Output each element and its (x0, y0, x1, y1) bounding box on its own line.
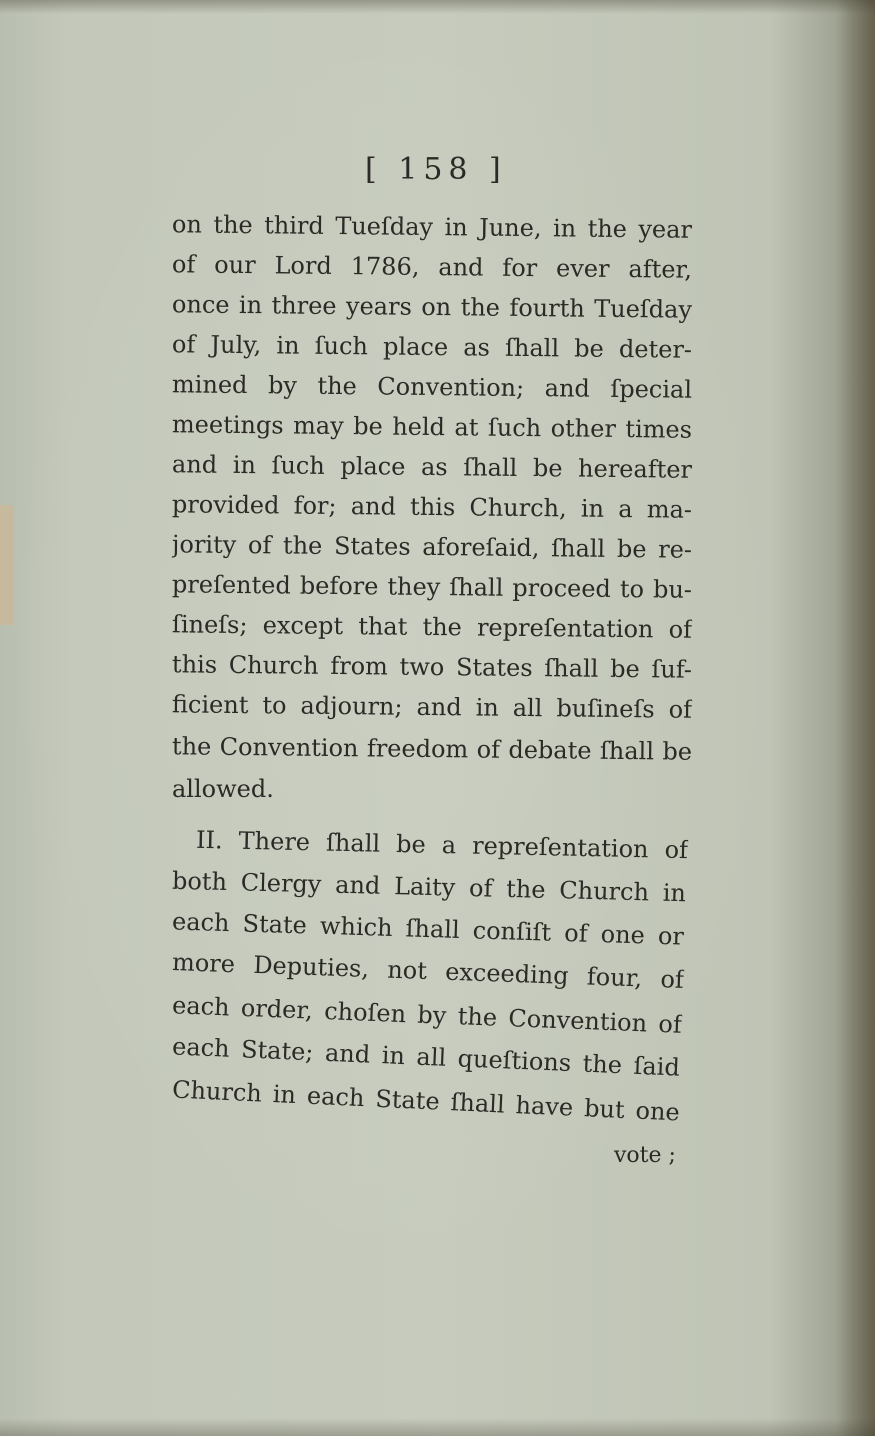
paragraph-1-line-14: the Convention freedom of debate ſhall be (171, 732, 693, 766)
page-number: [ 158 ] (365, 152, 507, 187)
paragraph-1-line-6: meetings may be held at ſuch other times (171, 410, 693, 444)
paragraph-1-line-2: of our Lord 1786, and for ever after, (171, 250, 693, 284)
paragraph-1-line-10: preſented before they ſhall proceed to bu- (171, 570, 693, 604)
paragraph-1-line-5: mined by the Convention; and ſpecial (171, 370, 693, 404)
catchword: vote ; (614, 1143, 676, 1168)
paragraph-2-line-2: both Clergy and Laity of the Church in (171, 866, 687, 908)
paragraph-1-line-11: ſineſs; except that the repreſentation of (171, 610, 693, 644)
paragraph-2-line-4: more Deputies, not exceeding four, of (171, 948, 685, 994)
paragraph-1-line-7: and in ſuch place as ſhall be hereafter (171, 450, 693, 484)
paragraph-1-line-4: of July, in ſuch place as ſhall be deter- (171, 330, 693, 364)
paragraph-1-line-12: this Church from two States ſhall be ſuf- (171, 650, 693, 684)
paper-tab (0, 505, 14, 625)
paragraph-2-line-5: each order, choſen by the Convention of (171, 991, 683, 1039)
paragraph-1-line-13: ficient to adjourn; and in all buſineſs of (171, 690, 693, 724)
paragraph-1-line-15: allowed. (172, 775, 274, 803)
paragraph-2-line-7: Church in each State ſhall have but one (171, 1075, 681, 1127)
paragraph-2-line-6: each State; and in all queſtions the ſaid (171, 1032, 681, 1082)
paragraph-1-line-1: on the third Tueſday in June, in the year (171, 210, 693, 244)
page-edge-top (0, 0, 875, 14)
paragraph-1-line-9: jority of the States aforeſaid, ſhall be re- (171, 530, 693, 564)
paragraph-1-line-8: provided for; and this Church, in a ma- (171, 490, 693, 524)
paragraph-1-line-3: once in three years on the fourth Tueſday (171, 290, 693, 324)
page-edge-right (835, 0, 875, 1436)
page-edge-bottom (0, 1418, 875, 1436)
paragraph-2-line-1: II. There ſhall be a repreſentation of (195, 825, 689, 865)
paragraph-2-line-3: each State which ſhall conſiſt of one or (171, 907, 685, 951)
